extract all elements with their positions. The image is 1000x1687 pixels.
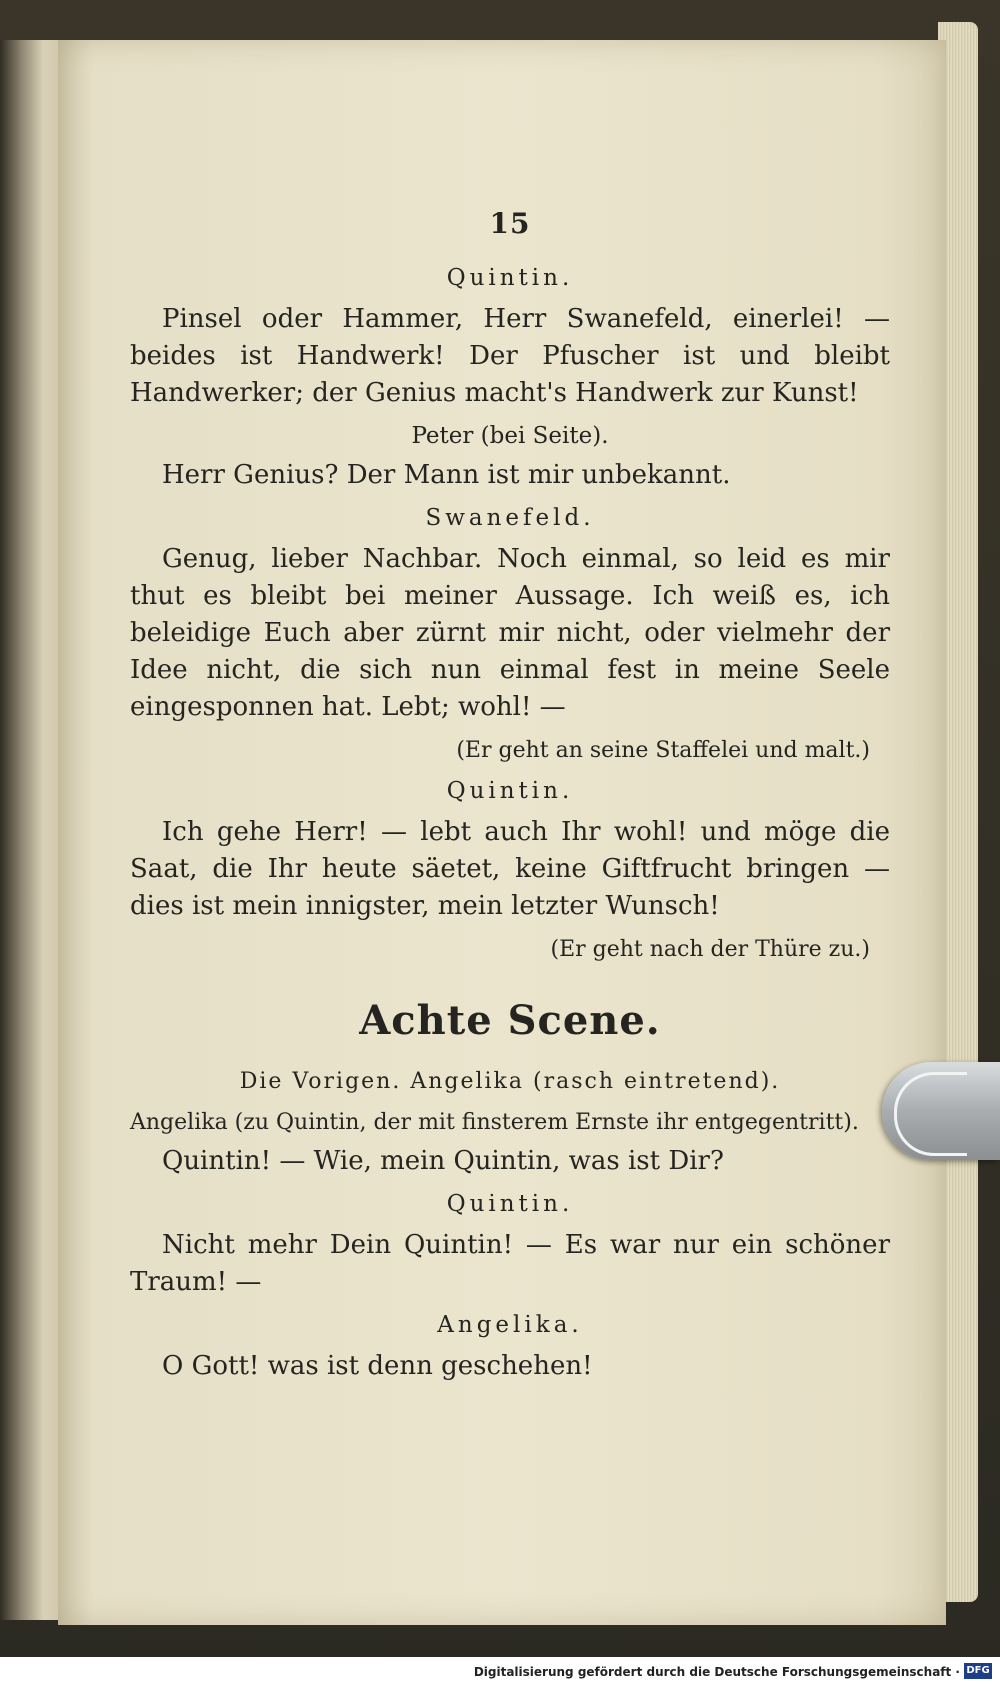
page-clip (882, 1062, 1000, 1160)
speaker-direction: Angelika (zu Quintin, der mit finsterem Ernste ihr entgegentritt). (130, 1110, 859, 1135)
speaker-peter: Peter (bei Seite). (411, 423, 609, 449)
dialogue-paragraph: Pinsel oder Hammer, Herr Swanefeld, einerlei! — beides ist Handwerk! Der Pfuscher ist und bleibt Handwerker; der Genius macht's Handwerk zur Kunst! (130, 304, 890, 408)
book-page (58, 40, 946, 1625)
stage-direction: (Er geht an seine Staffelei und malt.) (456, 738, 870, 763)
speaker-angelika: Angelika. (437, 1312, 583, 1338)
speaker-swanefeld: Swanefeld. (425, 505, 595, 531)
dialogue-paragraph: Herr Genius? Der Mann ist mir unbekannt. (162, 460, 731, 490)
page-text (130, 205, 890, 1391)
footer-credit: Digitalisierung gefördert durch die Deutsche Forschungsgemeinschaft · (473, 1665, 960, 1679)
dialogue-paragraph: Genug, lieber Nachbar. Noch einmal, so leid es mir thut es bleibt bei meiner Aussage. Ich weiß es, ich beleidige Euch aber zürnt mir nicht, oder vielmehr der Idee nicht, die sich nun einmal fest in meine Seele eingesponnen hat. Lebt; wohl! — (130, 544, 890, 722)
book-spine (0, 40, 62, 1620)
scene-title: Achte Scene. (359, 997, 661, 1044)
speaker-quintin: Quintin. (446, 778, 574, 804)
cast-list: Die Vorigen. Angelika (rasch eintretend). (239, 1069, 781, 1094)
speaker-quintin: Quintin. (446, 265, 574, 291)
speaker-quintin: Quintin. (446, 1191, 574, 1217)
dialogue-paragraph: Nicht mehr Dein Quintin! — Es war nur ein schöner Traum! — (130, 1230, 890, 1297)
dialogue-line: O Gott! was ist denn geschehen! (162, 1351, 593, 1381)
dfg-logo-icon: DFG (964, 1663, 992, 1679)
digitization-footer (0, 1657, 1000, 1687)
dialogue-paragraph: Ich gehe Herr! — lebt auch Ihr wohl! und möge die Saat, die Ihr heute säetet, keine Giftfrucht bringen — dies ist mein innigster, mein letzter Wunsch! (130, 817, 890, 921)
page-number: 15 (489, 207, 531, 240)
stage-direction: (Er geht nach der Thüre zu.) (550, 937, 870, 962)
dialogue-line: Quintin! — Wie, mein Quintin, was ist Dir? (162, 1146, 724, 1176)
clip-highlight (894, 1072, 967, 1156)
